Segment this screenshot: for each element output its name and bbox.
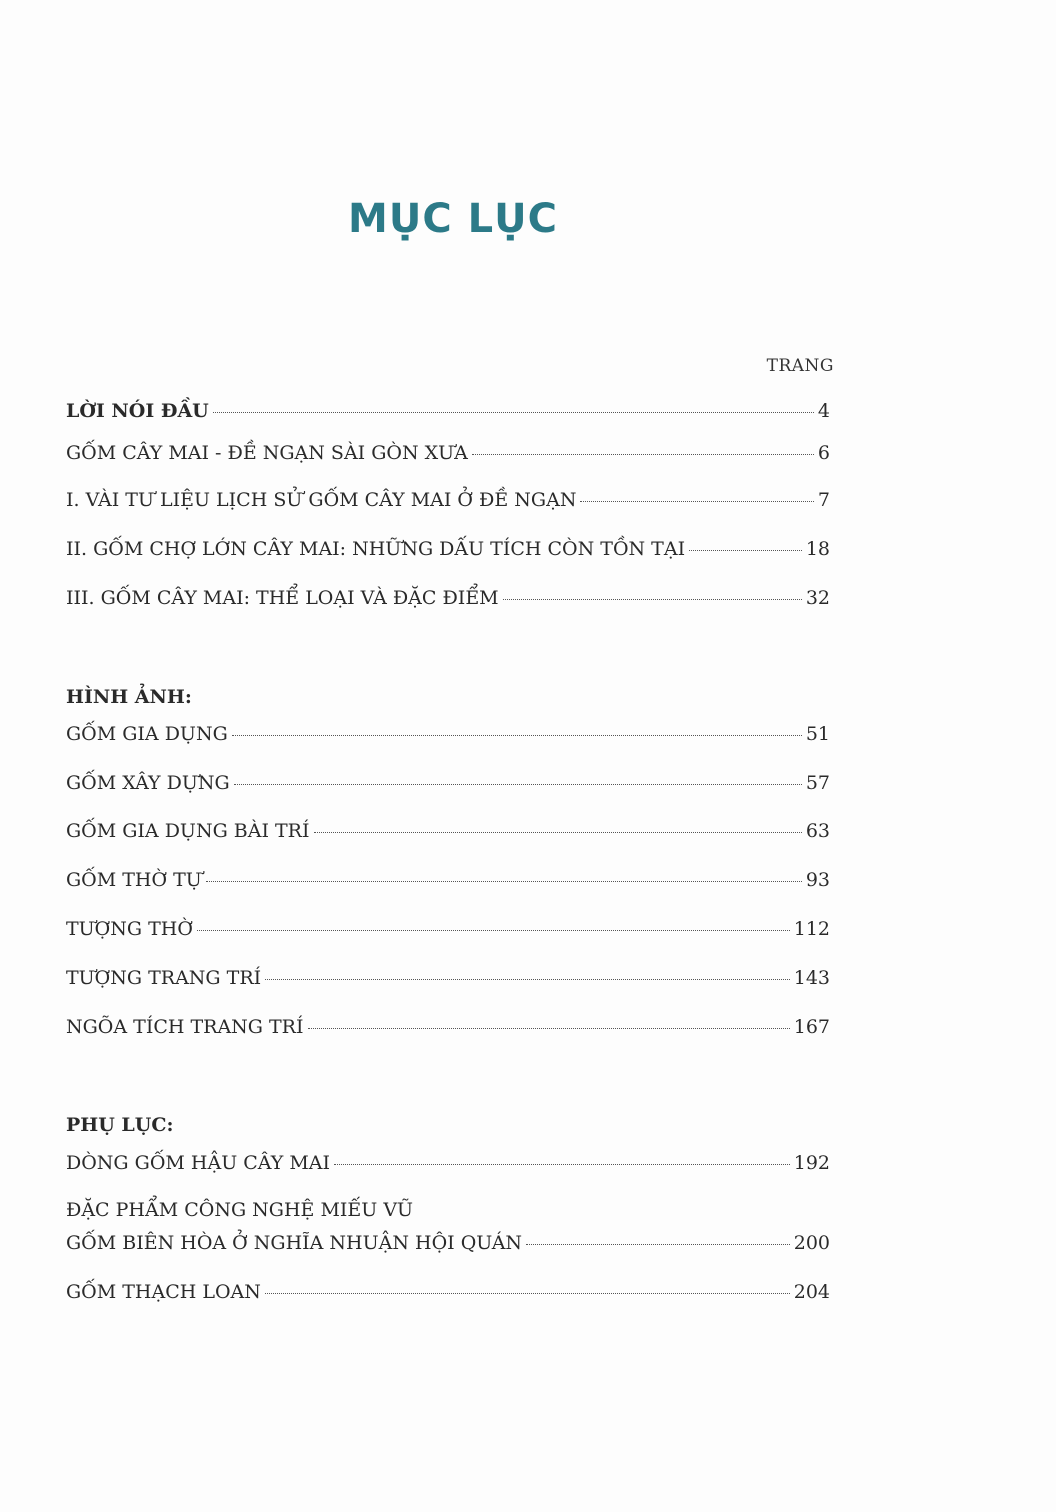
toc-entry bbox=[66, 1281, 830, 1303]
section-heading-appendix: PHỤ LỤC: bbox=[66, 1114, 174, 1136]
toc-entry-label: GỐM XÂY DỰNG bbox=[66, 772, 230, 794]
toc-entry-label: DÒNG GỐM HẬU CÂY MAI bbox=[66, 1152, 330, 1174]
toc-entry bbox=[66, 967, 830, 989]
toc-entry-page: 93 bbox=[805, 869, 830, 891]
toc-entry-page: 112 bbox=[793, 918, 830, 940]
toc-entry bbox=[66, 772, 830, 794]
dot-leader bbox=[232, 735, 802, 736]
dot-leader bbox=[234, 784, 802, 785]
toc-entry bbox=[66, 869, 830, 891]
dot-leader bbox=[206, 881, 802, 882]
toc-entry-label: GỐM THẠCH LOAN bbox=[66, 1281, 261, 1303]
dot-leader bbox=[503, 599, 802, 600]
toc-entry-label-line1: ĐẶC PHẨM CÔNG NGHỆ MIẾU VŨ bbox=[66, 1199, 414, 1221]
section-heading-images: HÌNH ẢNH: bbox=[66, 686, 192, 708]
toc-entry-page: 143 bbox=[793, 967, 830, 989]
toc-entry bbox=[66, 538, 830, 560]
toc-entry-page: 4 bbox=[817, 400, 830, 422]
dot-leader bbox=[689, 550, 802, 551]
dot-leader bbox=[213, 412, 814, 413]
dot-leader bbox=[334, 1164, 790, 1165]
toc-entry bbox=[66, 489, 830, 511]
toc-entry-label: II. GỐM CHỢ LỚN CÂY MAI: NHỮNG DẤU TÍCH CÒN TỒN TẠI bbox=[66, 538, 686, 560]
toc-entry bbox=[66, 587, 830, 609]
toc-entry-page: 18 bbox=[805, 538, 830, 560]
toc-entry bbox=[66, 400, 830, 422]
toc-entry-label: TƯỢNG THỜ bbox=[66, 918, 193, 940]
toc-entry-label: GỐM BIÊN HÒA Ở NGHĨA NHUẬN HỘI QUÁN bbox=[66, 1232, 523, 1254]
toc-entry bbox=[66, 723, 830, 745]
toc-entry-label: GỐM GIA DỤNG bbox=[66, 723, 228, 745]
toc-entry-page: 200 bbox=[793, 1232, 830, 1254]
toc-entry-page: 63 bbox=[805, 820, 830, 842]
dot-leader bbox=[314, 832, 802, 833]
toc-entry-label: GỐM THỜ TỰ bbox=[66, 869, 202, 891]
toc-entry-page: 7 bbox=[817, 489, 830, 511]
dot-leader bbox=[197, 930, 790, 931]
dot-leader bbox=[308, 1028, 790, 1029]
toc-entry-label: GỐM GIA DỤNG BÀI TRÍ bbox=[66, 820, 310, 842]
dot-leader bbox=[472, 454, 814, 455]
toc-entry-label: LỜI NÓI ĐẦU bbox=[66, 400, 209, 422]
toc-entry-page: 6 bbox=[817, 442, 830, 464]
toc-entry-page: 57 bbox=[805, 772, 830, 794]
toc-entry bbox=[66, 1152, 830, 1174]
toc-entry-label: III. GỐM CÂY MAI: THỂ LOẠI VÀ ĐẶC ĐIỂM bbox=[66, 587, 499, 609]
toc-entry-page: 204 bbox=[793, 1281, 830, 1303]
toc-entry-page: 167 bbox=[793, 1016, 830, 1038]
toc-entry-page: 51 bbox=[805, 723, 830, 745]
toc-entry-label: GỐM CÂY MAI - ĐỀ NGẠN SÀI GÒN XƯA bbox=[66, 442, 468, 464]
dot-leader bbox=[265, 979, 790, 980]
toc-entry bbox=[66, 1016, 830, 1038]
dot-leader bbox=[526, 1244, 790, 1245]
toc-entry-page: 32 bbox=[805, 587, 830, 609]
toc-entry bbox=[66, 820, 830, 842]
toc-entry-label: TƯỢNG TRANG TRÍ bbox=[66, 967, 262, 989]
page-title: MỤC LỤC bbox=[348, 196, 558, 242]
toc-entry-page: 192 bbox=[793, 1152, 830, 1174]
page-column-label: TRANG bbox=[766, 356, 834, 376]
toc-entry bbox=[66, 1232, 830, 1254]
toc-entry-label: NGÕA TÍCH TRANG TRÍ bbox=[66, 1016, 304, 1038]
dot-leader bbox=[580, 501, 813, 502]
toc-entry bbox=[66, 442, 830, 464]
toc-entry bbox=[66, 918, 830, 940]
dot-leader bbox=[265, 1293, 790, 1294]
toc-entry-label: I. VÀI TƯ LIỆU LỊCH SỬ GỐM CÂY MAI Ở ĐỀ NGẠN bbox=[66, 489, 577, 511]
